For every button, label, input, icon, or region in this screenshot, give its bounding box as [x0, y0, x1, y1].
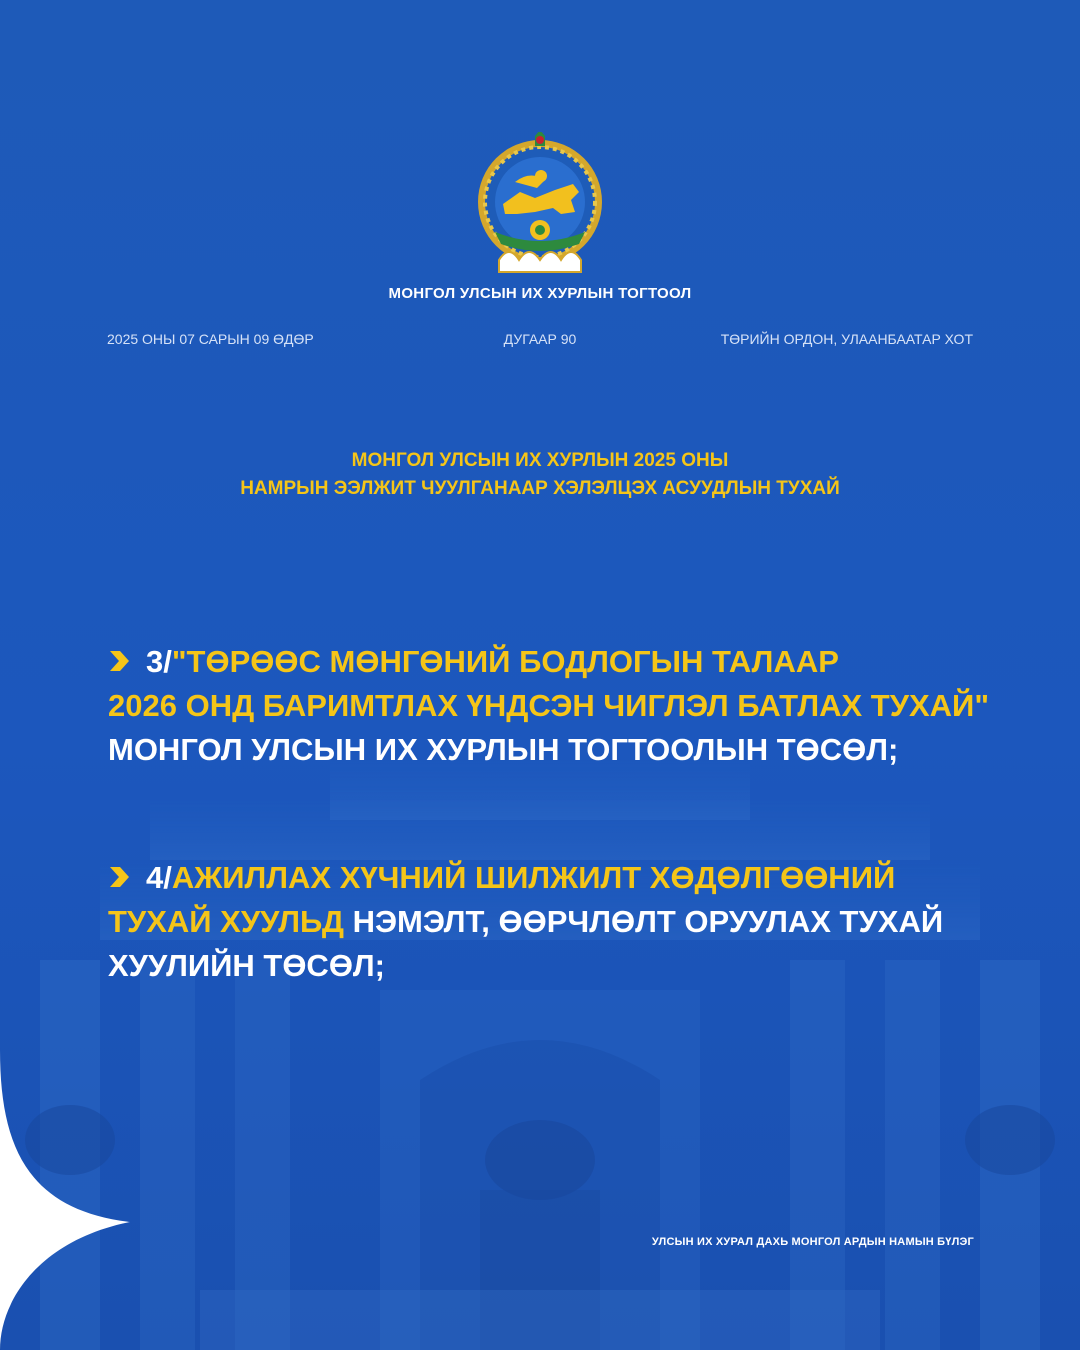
- chevron-right-icon: [108, 649, 130, 673]
- agenda-item-4: [108, 856, 1008, 988]
- resolution-place: ТӨРИЙН ОРДОН, УЛААНБААТАР ХОТ: [720, 331, 973, 347]
- state-emblem-icon: [475, 132, 605, 278]
- topic-line-2: НАМРЫН ЭЭЛЖИТ ЧУУЛГАНААР ХЭЛЭЛЦЭХ АСУУДЛЫН ТУХАЙ: [240, 478, 840, 499]
- item-title-line-1: АЖИЛЛАХ ХҮЧНИЙ ШИЛЖИЛТ ХӨДӨЛГӨӨНИЙ: [171, 860, 896, 895]
- item-description: ХУУЛИЙН ТӨСӨЛ;: [108, 948, 386, 983]
- item-title-highlight: ТУХАЙ ХУУЛЬД: [108, 904, 344, 939]
- resolution-number: ДУГААР 90: [503, 331, 577, 347]
- item-title-line-1: "ТӨРӨӨС МӨНГӨНИЙ БОДЛОГЫН ТАЛААР: [171, 644, 839, 679]
- footer-caption: УЛСЫН ИХ ХУРАЛ ДАХЬ МОНГОЛ АРДЫН НАМЫН БҮЛЭГ: [651, 1236, 974, 1248]
- topic-line-1: МОНГОЛ УЛСЫН ИХ ХУРЛЫН 2025 ОНЫ: [351, 450, 729, 471]
- resolution-date: 2025 ОНЫ 07 САРЫН 09 ӨДӨР: [107, 331, 314, 347]
- item-title-line-2: 2026 ОНД БАРИМТЛАХ ҮНДСЭН ЧИГЛЭЛ БАТЛАХ ТУХАЙ": [108, 688, 990, 723]
- item-number: 3/: [146, 644, 172, 679]
- item-number: 4/: [146, 860, 172, 895]
- resolution-topic: [0, 447, 1080, 503]
- agenda-item-3: [108, 640, 1008, 772]
- item-title-rest: НЭМЭЛТ, ӨӨРЧЛӨЛТ ОРУУЛАХ ТУХАЙ: [343, 904, 944, 939]
- item-description: МОНГОЛ УЛСЫН ИХ ХУРЛЫН ТОГТООЛЫН ТӨСӨЛ;: [108, 732, 899, 767]
- chevron-right-icon: [108, 865, 130, 889]
- resolution-title: МОНГОЛ УЛСЫН ИХ ХУРЛЫН ТОГТООЛ: [388, 285, 692, 302]
